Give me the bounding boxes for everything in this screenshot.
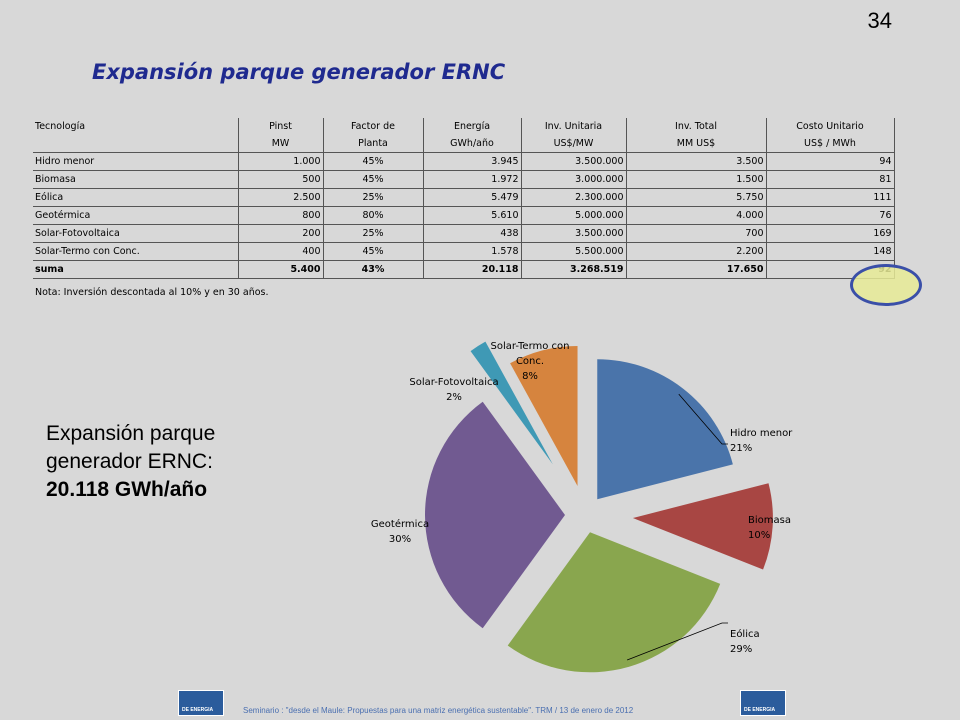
table-cell: 111 [766,189,894,207]
table-cell: 3.500 [626,153,766,171]
table-cell: 438 [423,225,521,243]
slide-title: Expansión parque generador ERNC [92,60,506,84]
pie-pct-label: 21% [730,443,753,454]
pie-category-label: Eólica [730,629,760,640]
table-cell: 3.000.000 [521,171,626,189]
table-cell: 800 [238,207,323,225]
energia-logo-right [740,690,786,716]
table-cell: 2.300.000 [521,189,626,207]
pie-slice [633,483,773,569]
table-cell: 148 [766,243,894,261]
table-cell: 4.000 [626,207,766,225]
table-cell: MM US$ [626,135,766,153]
table-cell: 1.500 [626,171,766,189]
pie-category-label: Solar-Fotovoltaica [409,377,499,388]
table-cell: 2.200 [626,243,766,261]
pie-pct-label: 29% [730,644,753,655]
page-number: 34 [867,8,892,33]
table-cell: 45% [323,153,423,171]
pie-slice [597,359,733,499]
energia-logo-left [178,690,224,716]
table-cell: 1.972 [423,171,521,189]
table-cell: Hidro menor [33,153,238,171]
table-cell: 169 [766,225,894,243]
summary-line-1: Expansión parque [46,422,216,445]
table-cell: 45% [323,171,423,189]
table-cell: Geotérmica [33,207,238,225]
table-cell: Solar-Termo con Conc. [33,243,238,261]
table-cell: GWh/año [423,135,521,153]
table-note: Nota: Inversión descontada al 10% y en 30 años. [35,287,269,298]
table-cell: 25% [323,225,423,243]
table-cell: Eólica [33,189,238,207]
table-cell: 5.000.000 [521,207,626,225]
pie-category-label: Hidro menor [730,428,793,439]
table-cell: Energía [423,118,521,135]
table-cell: 1.000 [238,153,323,171]
table-cell: 500 [238,171,323,189]
pie-category-label: Geotérmica [370,519,430,530]
pie-pct-label: 30% [388,534,412,545]
summary-line-2: generador ERNC: [46,450,213,473]
table-cell: 25% [323,189,423,207]
table-cell: 5.400 [238,261,323,279]
table-cell: 20.118 [423,261,521,279]
table-cell: MW [238,135,323,153]
logo-left-text: DE ENERGIA [182,707,214,713]
table-cell: US$/MW [521,135,626,153]
table-cell: suma [33,261,238,279]
table-cell: 2.500 [238,189,323,207]
table-cell: Inv. Unitaria [521,118,626,135]
pie-category-label: Biomasa [748,515,791,526]
table-cell: Planta [323,135,423,153]
pie-category-label: Solar-Termo con [490,341,570,352]
pie-slice [508,532,720,672]
table-cell: 1.578 [423,243,521,261]
table-cell: Factor de [323,118,423,135]
table-cell: 5.610 [423,207,521,225]
pie-slice [425,402,565,629]
table-cell: Solar-Fotovoltaica [33,225,238,243]
summary-value: 20.118 GWh/año [46,478,208,501]
table-cell: 81 [766,171,894,189]
table-cell: Costo Unitario [766,118,894,135]
table-cell: Biomasa [33,171,238,189]
logo-right-text: DE ENERGIA [744,707,776,713]
table-cell: 94 [766,153,894,171]
table-cell: Inv. Total [626,118,766,135]
footer-text: Seminario : "desde el Maule: Propuestas para una matriz energética sustentable". TRM / 13 de enero de 2012 [243,706,634,715]
table-cell: 3.945 [423,153,521,171]
table-cell: 5.750 [626,189,766,207]
table-cell: 76 [766,207,894,225]
table-cell: Tecnología [33,118,238,135]
table-cell: 700 [626,225,766,243]
table-cell: 400 [238,243,323,261]
table-cell: 200 [238,225,323,243]
pie-pct-label: 8% [522,371,538,382]
table-cell: 3.500.000 [521,225,626,243]
table-cell: 43% [323,261,423,279]
table-cell: 3.500.000 [521,153,626,171]
table-cell: 3.268.519 [521,261,626,279]
table-cell: 17.650 [626,261,766,279]
table-cell: 5.500.000 [521,243,626,261]
table-cell: 80% [323,207,423,225]
table-cell: Pinst [238,118,323,135]
table-cell: US$ / MWh [766,135,894,153]
pie-pct-label: 10% [748,530,771,541]
pie-pct-label: 2% [446,392,462,403]
table-cell: 5.479 [423,189,521,207]
pie-category-label: Conc. [515,356,545,367]
table-cell: 45% [323,243,423,261]
